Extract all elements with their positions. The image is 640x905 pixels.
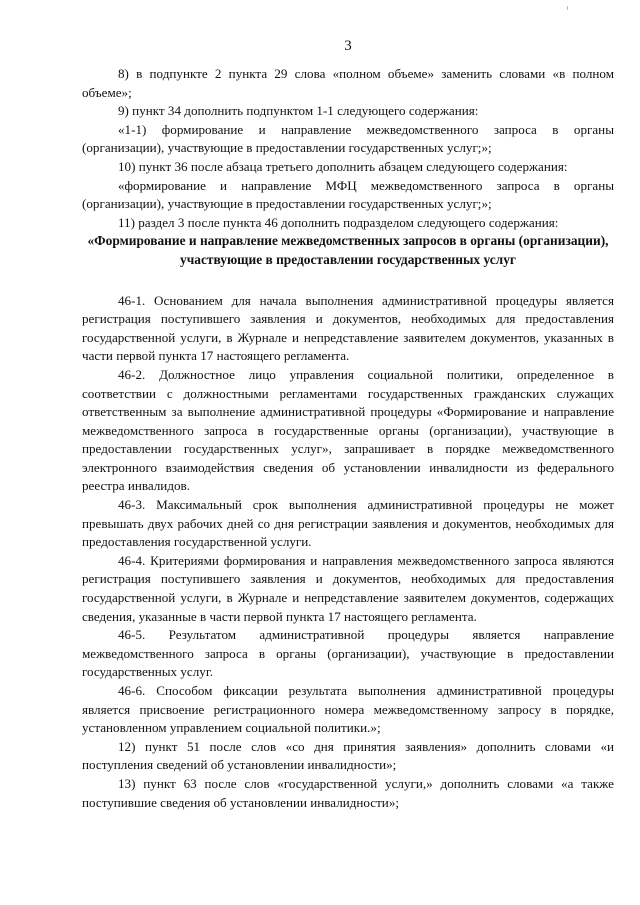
amendment-paragraph: 13) пункт 63 после слов «государственной услуги,» дополнить словами «а также поступившие сведения об установлении инвалидности»;: [82, 775, 614, 810]
clause-paragraph: 46-5. Результатом административной процедуры является направление межведомственного запроса в органы (организации), участвующие в предоставлении государственных услуг.: [82, 627, 614, 680]
document-page: [82, 37, 614, 812]
amendment-paragraph: 10) пункт 36 после абзаца третьего дополнить абзацем следующего содержания:: [118, 158, 568, 174]
amendment-paragraph: «1-1) формирование и направление межведомственного запроса в органы (организации), участвующие в предоставлении государственных услуг;»;: [82, 121, 614, 156]
amendment-paragraph: 8) в подпункте 2 пункта 29 слова «полном объеме» заменить словами «в полном объеме»;: [82, 66, 614, 100]
clause-paragraph: 46-4. Критериями формирования и направления межведомственного запроса являются регистрация поступившего заявления и документов, необходимых для предоставления государственной услуги, в Журнале и непредставление заявителем документов, содержащих сведения, указанные в части первой пункта 17 настоящего регламента.: [82, 552, 614, 624]
scan-mark: [567, 6, 568, 10]
page-number: 3: [344, 38, 352, 54]
clause-paragraph: 46-6. Способом фиксации результата выполнения административной процедуры является присвоение регистрационного номера межведомственному запросу в порядке, установленном управлением социальной политики.»;: [82, 683, 614, 736]
section-heading: «Формирование и направление межведомственных запросов в органы (организации), участвующие в предоставлении государственных услуг: [87, 233, 609, 267]
amendment-paragraph: 9) пункт 34 дополнить подпунктом 1-1 следующего содержания:: [118, 103, 479, 119]
amendment-paragraph: 12) пункт 51 после слов «со дня принятия заявления» дополнить словами «и поступления сведений об установлении инвалидности»;: [82, 738, 614, 773]
clause-paragraph: 46-2. Должностное лицо управления социальной политики, определенное в соответствии с должностными регламентами государственных гражданских служащих ответственным за выполнение административной процедуры «Формирование и направление межведомственного запроса в государственные органы (организации), участвующие в предоставлении государственных услуг», запрашивает в порядке межведомственного электронного взаимодействия сведения об установлении инвалидности из федерального реестра инвалидов.: [82, 366, 614, 494]
clause-paragraph: 46-3. Максимальный срок выполнения административной процедуры не может превышать двух рабочих дней со дня регистрации заявления и документов, необходимых для предоставления государственной услуги.: [82, 497, 614, 550]
clause-paragraph: 46-1. Основанием для начала выполнения административной процедуры является регистрация поступившего заявления и документов, необходимых для предоставления государственной услуги, в Журнале и непредставление заявителем документов, указанных в части первой пункта 17 настоящего регламента.: [82, 292, 614, 364]
amendment-paragraph: «формирование и направление МФЦ межведомственного запроса в органы (организации), участвующие в предоставлении государственных услуг;»;: [82, 177, 614, 212]
amendment-paragraph: 11) раздел 3 после пункта 46 дополнить подразделом следующего содержания:: [118, 214, 559, 230]
heading-spacer: [82, 270, 614, 292]
